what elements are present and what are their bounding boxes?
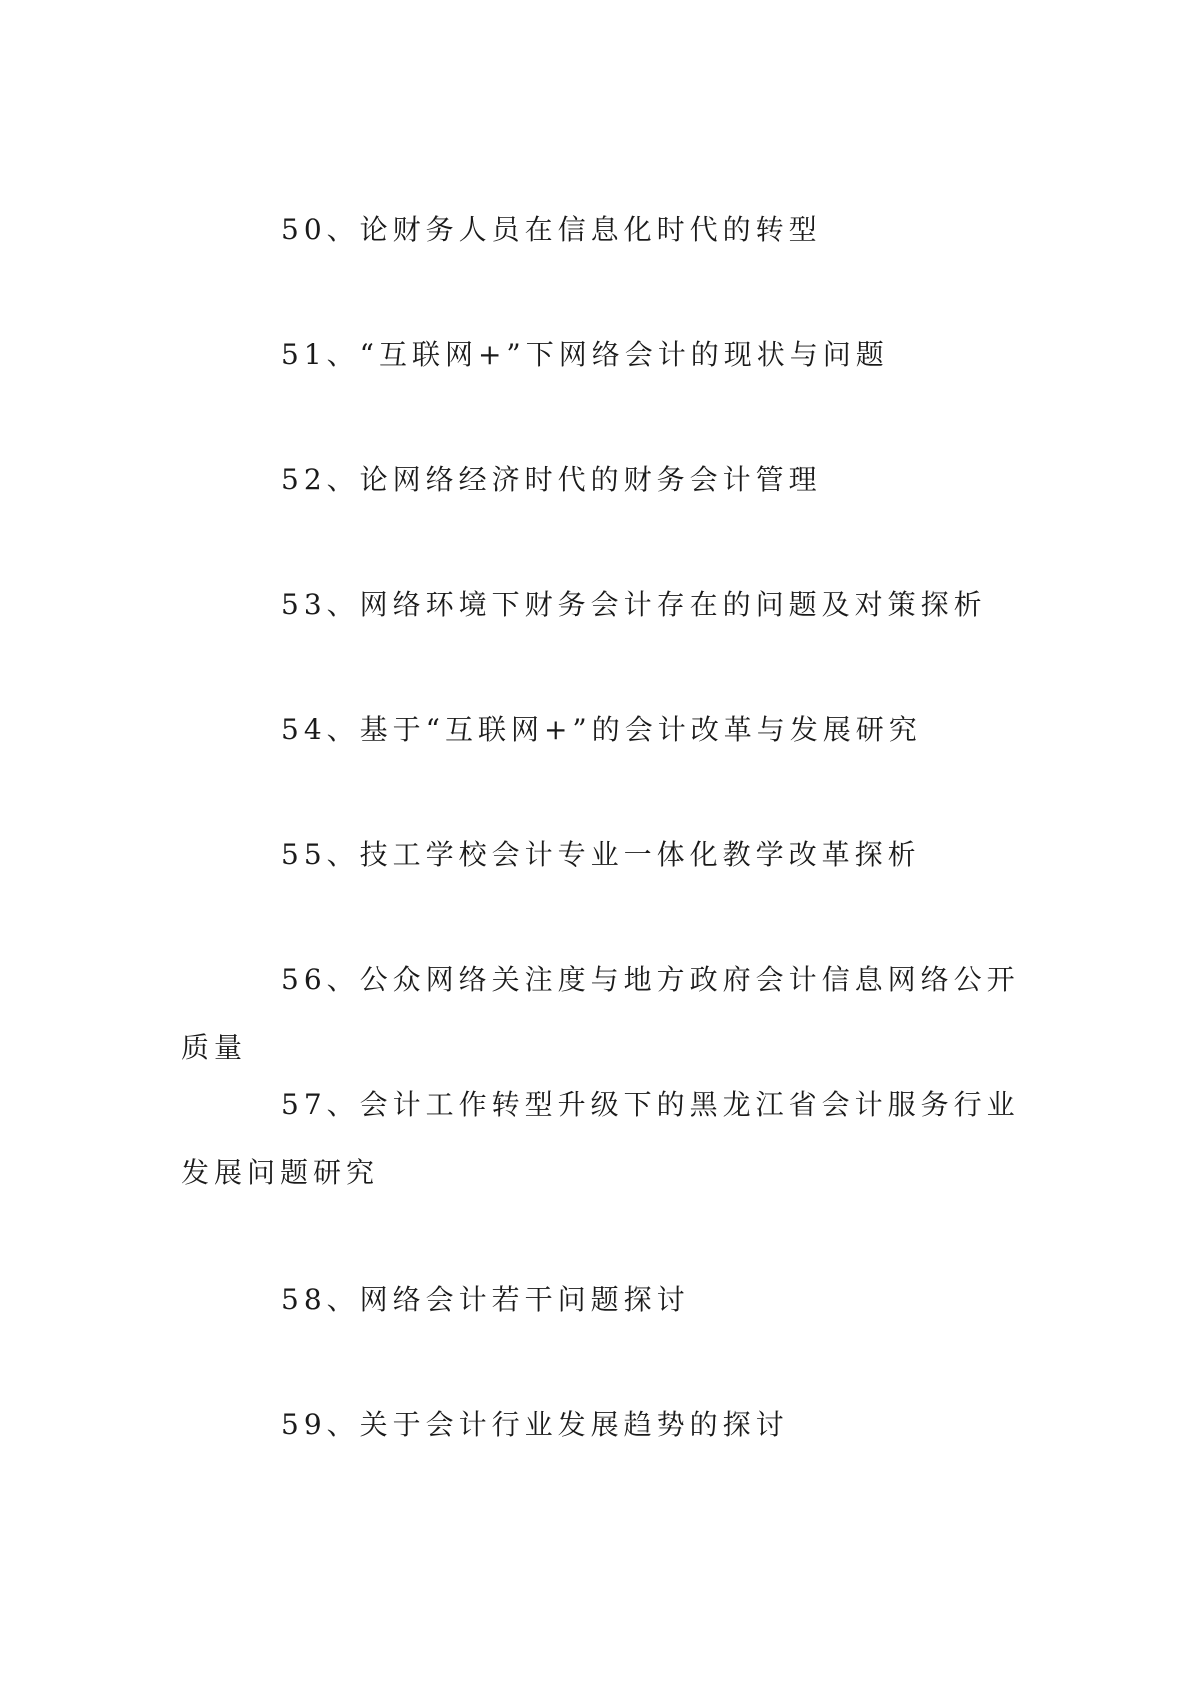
list-item: 56、公众网络关注度与地方政府会计信息网络公开质量 bbox=[181, 963, 1020, 1064]
list-item: 52、论网络经济时代的财务会计管理 bbox=[281, 463, 822, 496]
list-item: 57、会计工作转型升级下的黑龙江省会计服务行业发展问题研究 bbox=[181, 1088, 1020, 1189]
list-item: 58、网络会计若干问题探讨 bbox=[281, 1283, 690, 1316]
list-item: 51、“互联网+”下网络会计的现状与问题 bbox=[281, 338, 889, 371]
list-item: 50、论财务人员在信息化时代的转型 bbox=[281, 213, 822, 246]
list-item: 59、关于会计行业发展趋势的探讨 bbox=[281, 1408, 789, 1441]
list-item: 55、技工学校会计专业一体化教学改革探析 bbox=[281, 838, 921, 871]
list-item: 53、网络环境下财务会计存在的问题及对策探析 bbox=[281, 588, 987, 621]
list-item: 54、基于“互联网+”的会计改革与发展研究 bbox=[281, 713, 922, 746]
